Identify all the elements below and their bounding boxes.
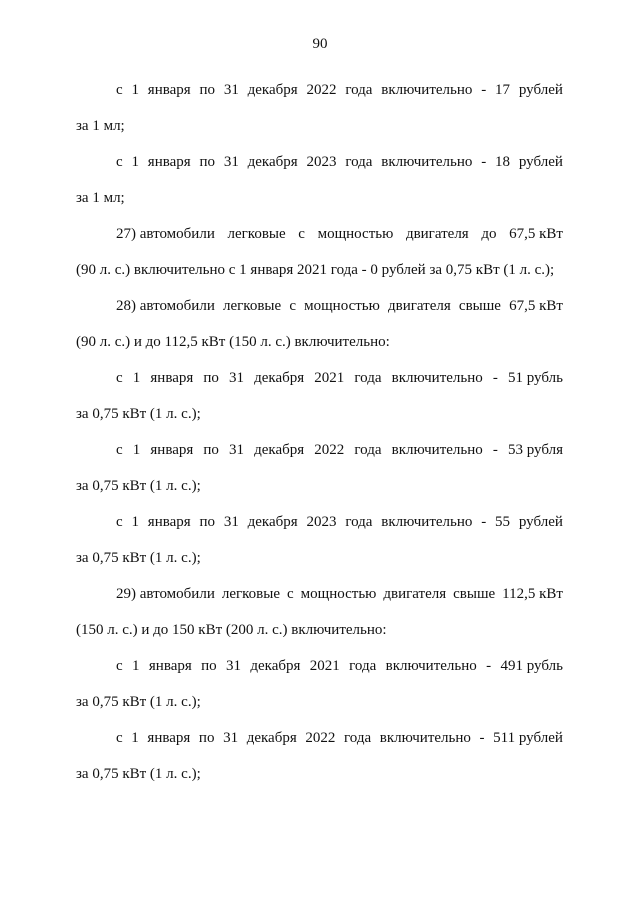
word: по [201,658,217,674]
word: рублей [518,82,563,98]
word: мощностью [304,298,380,314]
word: включительно [385,658,477,674]
word: января [150,370,194,386]
word: года [345,154,373,170]
word: 31 [223,514,239,530]
word: 1 [131,82,139,98]
word: года [344,730,372,746]
page-number: 90 [312,36,328,52]
word: 1 [131,730,139,746]
word: 1 [132,442,141,458]
word: - [486,658,492,674]
paragraph-continuation-line: за 0,75 кВт (1 л. с.); [76,766,201,782]
word: - [492,370,498,386]
word: года [345,82,373,98]
word: 2023 [306,514,337,530]
word: 31 [223,730,239,746]
word: двигателя [405,226,469,242]
word: 1 [131,154,139,170]
word: - [492,442,498,458]
paragraph-first-line [76,576,563,612]
paragraph-continuation-line: за 1 мл; [76,190,125,206]
word: 1 [131,514,139,530]
word: января [147,730,191,746]
word: мощностью [300,586,377,602]
word: свыше [453,586,496,602]
paragraph-continuation-line: за 0,75 кВт (1 л. с.); [76,406,201,422]
word: 17 [495,82,511,98]
paragraph [76,72,563,144]
paragraph-first-line [76,360,563,396]
word: легковые [223,298,282,314]
word: двигателя [383,586,447,602]
word: 53 рубля [508,442,563,458]
word: 18 [495,154,511,170]
word: с [298,226,305,242]
word: легковые [221,586,280,602]
word: - [481,154,487,170]
paragraph [76,720,563,792]
word: по [203,370,219,386]
word: 2021 [309,658,340,674]
paragraph-continuation-line: за 0,75 кВт (1 л. с.); [76,478,201,494]
word: 29) автомобили [116,586,215,602]
word: 2022 [305,730,336,746]
word: января [148,658,192,674]
word: включительно [391,370,483,386]
paragraph-continuation-line: за 1 мл; [76,118,125,134]
paragraph-first-line [76,216,563,252]
paragraph-first-line [76,720,563,756]
word: 2021 [314,370,345,386]
word: 1 [132,370,141,386]
word: 31 [223,82,239,98]
word: декабря [254,370,305,386]
word: легковые [227,226,286,242]
word: мощностью [317,226,394,242]
word: с [116,154,123,170]
paragraph [76,216,563,288]
paragraph-continuation-line: за 0,75 кВт (1 л. с.); [76,550,201,566]
word: декабря [247,82,298,98]
paragraph-first-line [76,504,563,540]
word: 31 [229,370,245,386]
word: по [198,730,215,746]
word: до [481,226,497,242]
word: декабря [247,154,298,170]
paragraph-first-line [76,648,563,684]
word: по [199,82,216,98]
word: рублей [518,514,563,530]
word: 2023 [306,154,337,170]
word: - [481,514,487,530]
paragraph [76,360,563,432]
word: рублей [518,154,563,170]
word: января [147,82,191,98]
paragraph [76,576,563,648]
word: января [150,442,194,458]
word: 67,5 кВт [509,298,563,314]
word: двигателя [388,298,451,314]
paragraph-first-line [76,72,563,108]
word: свыше [458,298,501,314]
word: с [116,514,123,530]
paragraph [76,504,563,576]
word: с [289,298,296,314]
word: включительно [381,514,473,530]
word: января [147,514,191,530]
paragraph [76,432,563,504]
word: с [116,82,123,98]
word: 31 [229,442,245,458]
word: 51 рубль [508,370,563,386]
word: декабря [247,514,298,530]
word: с [116,370,123,386]
paragraph-first-line [76,144,563,180]
word: 27) автомобили [116,226,215,242]
document-body [76,72,563,792]
word: года [349,658,377,674]
word: по [203,442,219,458]
word: декабря [250,658,301,674]
word: года [345,514,373,530]
word: включительно [381,154,473,170]
word: 28) автомобили [116,298,215,314]
word: с [287,586,294,602]
word: 1 [132,658,140,674]
paragraph [76,288,563,360]
paragraph-continuation-line: (90 л. с.) и до 112,5 кВт (150 л. с.) включительно: [76,334,390,350]
word: 511 рублей [493,730,563,746]
word: года [354,370,382,386]
paragraph-continuation-line: за 0,75 кВт (1 л. с.); [76,694,201,710]
word: - [481,82,487,98]
word: 491 рубль [500,658,563,674]
paragraph-continuation-line: (90 л. с.) включительно с 1 января 2021 года - 0 рублей за 0,75 кВт (1 л. с.); [76,262,555,278]
word: 2022 [306,82,337,98]
word: января [147,154,191,170]
paragraph-first-line [76,288,563,324]
word: 2022 [314,442,345,458]
word: декабря [254,442,305,458]
word: 67,5 кВт [509,226,563,242]
word: 31 [223,154,239,170]
word: года [354,442,382,458]
word: с [116,658,123,674]
word: по [199,154,216,170]
paragraph [76,144,563,216]
word: - [479,730,485,746]
word: включительно [379,730,471,746]
paragraph-first-line [76,432,563,468]
word: 31 [226,658,242,674]
word: включительно [381,82,473,98]
word: 112,5 кВт [502,586,563,602]
word: 55 [495,514,511,530]
word: с [116,442,123,458]
paragraph-continuation-line: (150 л. с.) и до 150 кВт (200 л. с.) включительно: [76,622,387,638]
word: с [116,730,123,746]
word: декабря [246,730,297,746]
paragraph [76,648,563,720]
word: по [199,514,216,530]
word: включительно [391,442,483,458]
